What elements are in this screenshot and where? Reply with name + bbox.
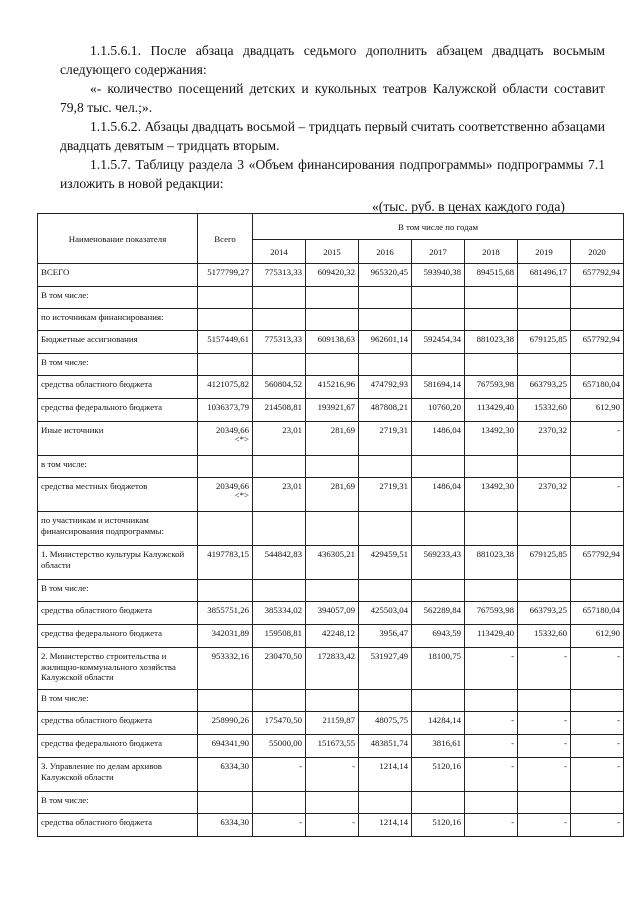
row-total xyxy=(198,625,253,648)
year-value-cell: 679125,85 xyxy=(518,546,571,580)
year-value-cell: - xyxy=(571,422,624,456)
year-value-cell: - xyxy=(518,712,571,735)
year-value-cell xyxy=(465,309,518,331)
row-label: В том числе: xyxy=(38,792,198,814)
year-value-cell: 1214,14 xyxy=(359,814,412,837)
year-header: 2019 xyxy=(518,240,571,264)
row-total xyxy=(198,690,253,712)
year-value-cell xyxy=(359,354,412,376)
table-row xyxy=(38,712,624,735)
year-value-cell: - xyxy=(465,648,518,690)
table-row xyxy=(38,580,624,602)
row-label: 1. Министерство культуры Калужской области xyxy=(38,546,198,580)
year-value-cell: 2370,32 xyxy=(518,478,571,512)
year-value-cell xyxy=(306,792,359,814)
year-value-cell: 2370,32 xyxy=(518,422,571,456)
year-header: 2020 xyxy=(571,240,624,264)
table-row xyxy=(38,264,624,287)
year-value-cell xyxy=(412,580,465,602)
row-label: ВСЕГО xyxy=(38,264,198,287)
year-value-cell: 23,01 xyxy=(253,422,306,456)
year-value-cell xyxy=(412,456,465,478)
total-value: 3855751,26 xyxy=(207,605,249,615)
row-total xyxy=(198,399,253,422)
total-value: 1036373,79 xyxy=(207,402,249,412)
year-value-cell xyxy=(253,287,306,309)
row-total xyxy=(198,422,253,456)
year-value-cell: 663793,25 xyxy=(518,602,571,625)
year-value-cell: 965320,45 xyxy=(359,264,412,287)
year-value-cell xyxy=(571,512,624,546)
year-value-cell xyxy=(412,287,465,309)
year-value-cell: 214508,81 xyxy=(253,399,306,422)
year-value-cell: - xyxy=(571,712,624,735)
year-header: 2016 xyxy=(359,240,412,264)
row-label: средства местных бюджетов xyxy=(38,478,198,512)
year-value-cell xyxy=(253,354,306,376)
total-value: 20349,66 xyxy=(216,425,249,435)
row-total xyxy=(198,735,253,758)
year-value-cell: 612,90 xyxy=(571,625,624,648)
year-value-cell: 15332,60 xyxy=(518,399,571,422)
year-value-cell: 531927,49 xyxy=(359,648,412,690)
year-value-cell: 5120,16 xyxy=(412,814,465,837)
year-value-cell: 385334,02 xyxy=(253,602,306,625)
year-value-cell: 21159,87 xyxy=(306,712,359,735)
row-total xyxy=(198,580,253,602)
year-value-cell: 429459,51 xyxy=(359,546,412,580)
year-value-cell: 474792,93 xyxy=(359,376,412,399)
year-value-cell xyxy=(306,690,359,712)
year-value-cell xyxy=(571,287,624,309)
row-label: в том числе: xyxy=(38,456,198,478)
year-value-cell: - xyxy=(465,735,518,758)
paragraph-2: «- количество посещений детских и кукольных театров Калужской области составит 79,8 тыс. чел.;». xyxy=(60,81,605,115)
financing-table xyxy=(37,213,624,837)
row-label: Бюджетные ассигнования xyxy=(38,331,198,354)
year-value-cell: - xyxy=(465,814,518,837)
year-value-cell xyxy=(253,512,306,546)
year-value-cell xyxy=(253,792,306,814)
year-value-cell xyxy=(518,354,571,376)
paragraph-3: 1.1.5.6.2. Абзацы двадцать восьмой – тридцать первый считать соответственно абзацами двадцать девятым – тридцать вторым. xyxy=(60,119,605,153)
year-header: 2017 xyxy=(412,240,465,264)
year-value-cell xyxy=(359,512,412,546)
row-label: средства областного бюджета xyxy=(38,602,198,625)
year-value-cell xyxy=(412,512,465,546)
table-row xyxy=(38,478,624,512)
row-total xyxy=(198,758,253,792)
year-value-cell: 681496,17 xyxy=(518,264,571,287)
year-value-cell: - xyxy=(518,814,571,837)
year-value-cell xyxy=(359,309,412,331)
year-value-cell xyxy=(253,580,306,602)
year-value-cell: 3956,47 xyxy=(359,625,412,648)
table-body xyxy=(38,264,624,837)
year-value-cell: 230470,50 xyxy=(253,648,306,690)
year-value-cell: - xyxy=(518,758,571,792)
year-value-cell: 657180,04 xyxy=(571,376,624,399)
row-total xyxy=(198,376,253,399)
total-value: 6334,30 xyxy=(220,817,249,827)
year-value-cell: - xyxy=(571,758,624,792)
row-label: средства федерального бюджета xyxy=(38,625,198,648)
year-value-cell xyxy=(518,287,571,309)
table-row xyxy=(38,814,624,837)
year-value-cell: 159508,81 xyxy=(253,625,306,648)
col-header-name: Наименование показателя xyxy=(38,214,198,264)
year-value-cell xyxy=(253,309,306,331)
year-value-cell xyxy=(412,690,465,712)
row-total xyxy=(198,648,253,690)
year-header: 2014 xyxy=(253,240,306,264)
total-value: 6334,30 xyxy=(220,761,249,771)
units-note: «(тыс. руб. в ценах каждого года) xyxy=(372,199,565,214)
year-value-cell: 562289,84 xyxy=(412,602,465,625)
paragraph-4: 1.1.5.7. Таблицу раздела 3 «Объем финансирования подпрограммы» подпрограммы 7.1 изложить в новой редакции: xyxy=(60,157,605,191)
row-label: 3. Управление по делам архивов Калужской области xyxy=(38,758,198,792)
row-total xyxy=(198,602,253,625)
year-value-cell xyxy=(306,512,359,546)
total-value: 258990,26 xyxy=(211,715,249,725)
year-value-cell: 10760,20 xyxy=(412,399,465,422)
year-value-cell xyxy=(465,287,518,309)
year-header: 2015 xyxy=(306,240,359,264)
year-value-cell xyxy=(518,512,571,546)
year-value-cell: 1214,14 xyxy=(359,758,412,792)
year-value-cell: 281,69 xyxy=(306,422,359,456)
table-row xyxy=(38,735,624,758)
row-label: В том числе: xyxy=(38,354,198,376)
year-value-cell: - xyxy=(571,735,624,758)
year-value-cell: 425503,04 xyxy=(359,602,412,625)
year-value-cell: 894515,68 xyxy=(465,264,518,287)
row-total xyxy=(198,792,253,814)
year-value-cell xyxy=(359,690,412,712)
year-value-cell: 881023,38 xyxy=(465,546,518,580)
total-value: 20349,66 xyxy=(216,481,249,491)
year-value-cell: 487808,21 xyxy=(359,399,412,422)
year-value-cell: 544842,83 xyxy=(253,546,306,580)
year-value-cell: 1486,04 xyxy=(412,422,465,456)
year-value-cell xyxy=(412,792,465,814)
year-value-cell: 1486,04 xyxy=(412,478,465,512)
year-value-cell xyxy=(412,309,465,331)
table-row xyxy=(38,602,624,625)
year-value-cell xyxy=(571,580,624,602)
year-value-cell xyxy=(359,456,412,478)
year-value-cell: - xyxy=(253,758,306,792)
year-value-cell: 592454,34 xyxy=(412,331,465,354)
table-row xyxy=(38,690,624,712)
year-value-cell: 5120,16 xyxy=(412,758,465,792)
year-value-cell xyxy=(465,792,518,814)
row-label: по источникам финансирования: xyxy=(38,309,198,331)
table-row xyxy=(38,422,624,456)
total-value: 5157449,61 xyxy=(207,334,249,344)
year-value-cell: 962601,14 xyxy=(359,331,412,354)
footnote-marker: <*> xyxy=(234,434,249,444)
year-value-cell: 113429,40 xyxy=(465,625,518,648)
year-value-cell: 593940,38 xyxy=(412,264,465,287)
year-value-cell xyxy=(518,580,571,602)
table-row xyxy=(38,331,624,354)
table-row xyxy=(38,287,624,309)
col-header-total: Всего xyxy=(198,214,253,264)
row-label: средства федерального бюджета xyxy=(38,399,198,422)
row-total xyxy=(198,512,253,546)
year-value-cell: 663793,25 xyxy=(518,376,571,399)
row-total xyxy=(198,546,253,580)
year-value-cell xyxy=(465,512,518,546)
year-value-cell: 172833,42 xyxy=(306,648,359,690)
paragraph-1: 1.1.5.6.1. После абзаца двадцать седьмого дополнить абзацем двадцать восьмым следующего содержания: xyxy=(60,43,605,77)
table-row xyxy=(38,792,624,814)
year-value-cell xyxy=(571,690,624,712)
year-value-cell: - xyxy=(518,735,571,758)
year-value-cell: 175470,50 xyxy=(253,712,306,735)
year-value-cell xyxy=(306,287,359,309)
year-value-cell xyxy=(412,354,465,376)
year-value-cell: - xyxy=(253,814,306,837)
year-value-cell: 767593,98 xyxy=(465,376,518,399)
total-value: 694341,90 xyxy=(211,738,249,748)
year-value-cell: - xyxy=(465,758,518,792)
year-value-cell: 281,69 xyxy=(306,478,359,512)
year-value-cell: 15332,60 xyxy=(518,625,571,648)
total-value: 4197783,15 xyxy=(207,549,249,559)
year-value-cell xyxy=(518,690,571,712)
year-value-cell xyxy=(518,792,571,814)
col-header-years-group: В том числе по годам xyxy=(253,214,624,240)
row-total xyxy=(198,712,253,735)
year-value-cell xyxy=(465,580,518,602)
year-value-cell: 483851,74 xyxy=(359,735,412,758)
year-value-cell: 436305,21 xyxy=(306,546,359,580)
year-value-cell: 394057,09 xyxy=(306,602,359,625)
total-value: 5177799,27 xyxy=(207,267,249,277)
year-value-cell: 193921,67 xyxy=(306,399,359,422)
year-value-cell xyxy=(571,456,624,478)
table-row xyxy=(38,309,624,331)
year-header: 2018 xyxy=(465,240,518,264)
table-row xyxy=(38,546,624,580)
year-value-cell: 657792,94 xyxy=(571,264,624,287)
year-value-cell xyxy=(518,309,571,331)
year-value-cell xyxy=(359,792,412,814)
year-value-cell: - xyxy=(518,648,571,690)
row-label: Иные источники xyxy=(38,422,198,456)
year-value-cell: 881023,38 xyxy=(465,331,518,354)
row-label: средства областного бюджета xyxy=(38,376,198,399)
year-value-cell: 581694,14 xyxy=(412,376,465,399)
year-value-cell xyxy=(306,580,359,602)
row-label: средства федерального бюджета xyxy=(38,735,198,758)
year-value-cell: - xyxy=(465,712,518,735)
year-value-cell: 42248,12 xyxy=(306,625,359,648)
year-value-cell: 48075,75 xyxy=(359,712,412,735)
year-value-cell: 657180,04 xyxy=(571,602,624,625)
year-value-cell: 609420,32 xyxy=(306,264,359,287)
table-row xyxy=(38,758,624,792)
row-total xyxy=(198,309,253,331)
year-value-cell xyxy=(359,580,412,602)
year-value-cell xyxy=(465,690,518,712)
year-value-cell: 657792,94 xyxy=(571,546,624,580)
year-value-cell: 560804,52 xyxy=(253,376,306,399)
year-value-cell: 14284,14 xyxy=(412,712,465,735)
row-total xyxy=(198,354,253,376)
table-row xyxy=(38,648,624,690)
year-value-cell: 2719,31 xyxy=(359,478,412,512)
row-label: 2. Министерство строительства и жилищно-коммунального хозяйства Калужской области xyxy=(38,648,198,690)
row-label: В том числе: xyxy=(38,690,198,712)
year-value-cell: 18100,75 xyxy=(412,648,465,690)
total-value: 342031,89 xyxy=(211,628,249,638)
table-row xyxy=(38,512,624,546)
footnote-marker: <*> xyxy=(234,490,249,500)
year-value-cell: 151673,55 xyxy=(306,735,359,758)
table-row xyxy=(38,456,624,478)
year-value-cell: 3816,61 xyxy=(412,735,465,758)
year-value-cell xyxy=(465,354,518,376)
year-value-cell: - xyxy=(571,814,624,837)
year-value-cell xyxy=(359,287,412,309)
row-label: средства областного бюджета xyxy=(38,712,198,735)
year-value-cell xyxy=(465,456,518,478)
year-value-cell xyxy=(571,309,624,331)
year-value-cell: 2719,31 xyxy=(359,422,412,456)
year-value-cell: 775313,33 xyxy=(253,264,306,287)
table-row xyxy=(38,625,624,648)
year-value-cell: - xyxy=(571,648,624,690)
year-value-cell: 767593,98 xyxy=(465,602,518,625)
year-value-cell: 657792,94 xyxy=(571,331,624,354)
year-value-cell: 569233,43 xyxy=(412,546,465,580)
year-value-cell: 13492,30 xyxy=(465,422,518,456)
row-label: В том числе: xyxy=(38,580,198,602)
total-value: 4121075,82 xyxy=(207,379,249,389)
year-value-cell: 23,01 xyxy=(253,478,306,512)
year-value-cell xyxy=(306,354,359,376)
year-value-cell: - xyxy=(306,814,359,837)
year-value-cell: 113429,40 xyxy=(465,399,518,422)
total-value: 953332,16 xyxy=(211,651,249,661)
row-label: В том числе: xyxy=(38,287,198,309)
row-label: средства областного бюджета xyxy=(38,814,198,837)
year-value-cell xyxy=(518,456,571,478)
year-value-cell xyxy=(306,309,359,331)
table-row xyxy=(38,399,624,422)
year-value-cell: 55000,00 xyxy=(253,735,306,758)
row-total xyxy=(198,264,253,287)
row-total xyxy=(198,814,253,837)
year-value-cell: 609138,63 xyxy=(306,331,359,354)
year-value-cell xyxy=(306,456,359,478)
year-value-cell: - xyxy=(306,758,359,792)
row-total xyxy=(198,287,253,309)
year-value-cell: 415216,96 xyxy=(306,376,359,399)
year-value-cell xyxy=(571,354,624,376)
year-value-cell: 13492,30 xyxy=(465,478,518,512)
row-label: по участникам и источникам финансирования подпрограммы: xyxy=(38,512,198,546)
year-value-cell: - xyxy=(571,478,624,512)
table-row xyxy=(38,376,624,399)
year-value-cell: 6943,59 xyxy=(412,625,465,648)
year-value-cell xyxy=(253,456,306,478)
table-row xyxy=(38,354,624,376)
year-value-cell xyxy=(253,690,306,712)
year-value-cell xyxy=(571,792,624,814)
year-value-cell: 775313,33 xyxy=(253,331,306,354)
row-total xyxy=(198,456,253,478)
row-total xyxy=(198,331,253,354)
year-value-cell: 679125,85 xyxy=(518,331,571,354)
row-total xyxy=(198,478,253,512)
year-value-cell: 612,90 xyxy=(571,399,624,422)
